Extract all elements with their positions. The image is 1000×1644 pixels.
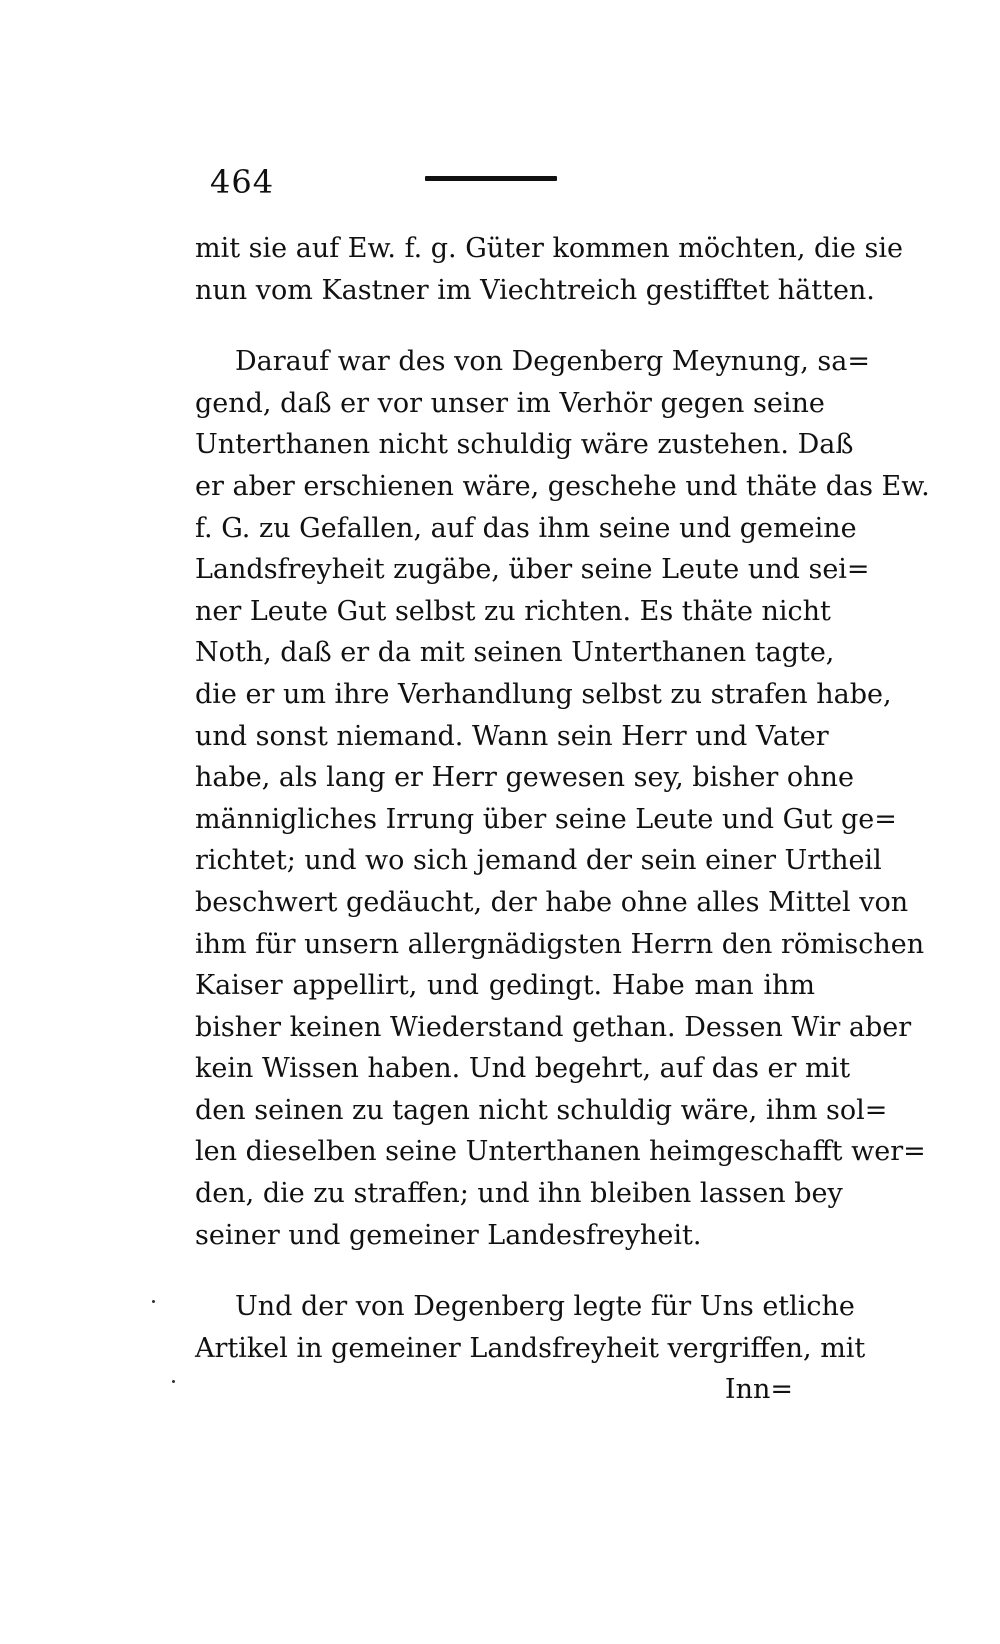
text-line: gend, daß er vor unser im Verhör gegen seine — [195, 387, 825, 419]
paragraph-gap — [195, 1256, 815, 1286]
text-line: ihm für unsern allergnädigsten Herrn den römischen — [195, 928, 925, 960]
text-line: mit sie auf Ew. f. g. Güter kommen möchten, die sie — [195, 233, 903, 264]
text-line: ner Leute Gut selbst zu richten. Es thäte nicht — [195, 595, 831, 627]
scan-speck — [172, 1380, 175, 1383]
text-line: Kaiser appellirt, und gedingt. Habe man ihm — [195, 970, 815, 1002]
text-line: Unterthanen nicht schuldig wäre zustehen. Daß — [195, 429, 854, 461]
text-line: nun vom Kastner im Viechtreich gestifftet hätten. — [195, 274, 875, 306]
text-line: und sonst niemand. Wann sein Herr und Vater — [195, 720, 829, 752]
text-line: Darauf war des von Degenberg Meynung, sa= — [235, 346, 870, 378]
text-line: männigliches Irrung über seine Leute und Gut ge= — [195, 803, 897, 835]
text-line: den, die zu straffen; und ihn bleiben lassen bey — [195, 1178, 843, 1210]
text-line: seiner und gemeiner Landesfreyheit. — [195, 1219, 702, 1251]
text-line: bisher keinen Wiederstand gethan. Dessen Wir aber — [195, 1011, 912, 1043]
text-line: habe, als lang er Herr gewesen sey, bisher ohne — [195, 762, 854, 794]
text-line: Artikel in gemeiner Landsfreyheit vergriffen, mit — [195, 1332, 866, 1364]
page-number: 464 — [210, 163, 275, 201]
text-line: f. G. zu Gefallen, auf das ihm seine und gemeine — [195, 512, 857, 544]
header-rule — [425, 176, 557, 181]
text-line: die er um ihre Verhandlung selbst zu strafen habe, — [195, 678, 892, 710]
text-line: beschwert gedäucht, der habe ohne alles Mittel von — [195, 886, 909, 918]
text-line: Noth, daß er da mit seinen Unterthanen tagte, — [195, 637, 835, 669]
text-line: Landsfreyheit zugäbe, über seine Leute und sei= — [195, 554, 870, 586]
paragraph-gap — [195, 311, 815, 341]
text-line: den seinen zu tagen nicht schuldig wäre, ihm sol= — [195, 1094, 888, 1126]
body-text — [195, 228, 930, 1411]
text-line: Und der von Degenberg legte für Uns etliche — [235, 1291, 855, 1323]
text-line: er aber erschienen wäre, geschehe und thäte das Ew. — [195, 470, 930, 502]
text-line: richtet; und wo sich jemand der sein einer Urtheil — [195, 845, 882, 877]
scan-speck — [152, 1300, 155, 1303]
text-line: len dieselben seine Unterthanen heimgeschafft wer= — [195, 1136, 926, 1168]
catchword: Inn= — [724, 1374, 793, 1406]
text-line: kein Wissen haben. Und begehrt, auf das er mit — [195, 1053, 851, 1085]
